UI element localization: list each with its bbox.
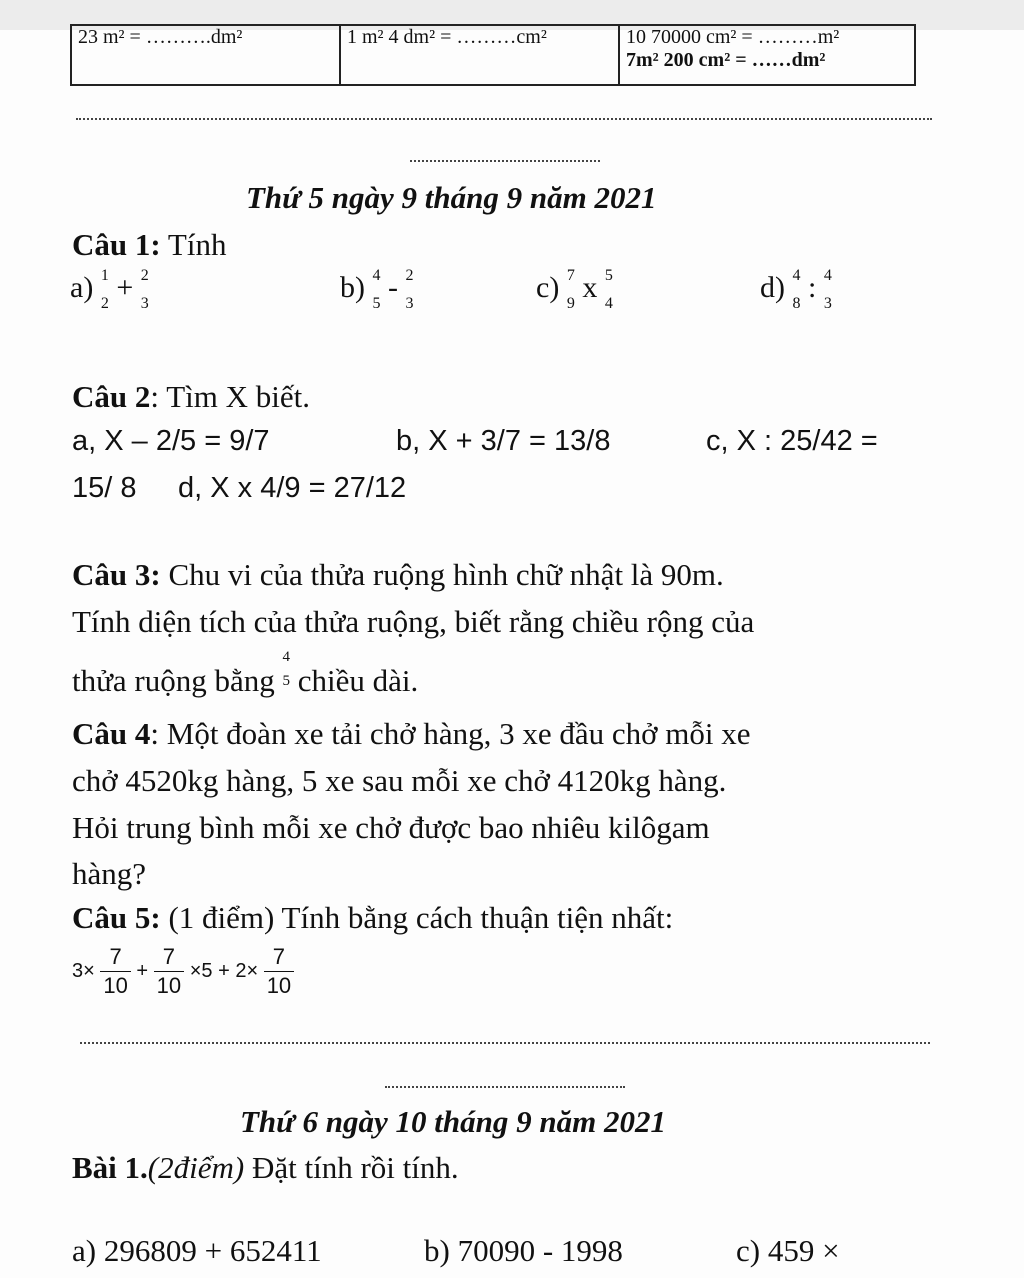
bai1-item-a: a) 296809 + 652411	[72, 1233, 322, 1268]
q2-item-a: a, X – 2/5 = 9/7	[72, 425, 270, 457]
q1c-fraction-1: 7 9	[566, 267, 575, 312]
conversion-cell-3-line2: 7m² 200 cm² = ……dm²	[626, 49, 826, 71]
q4-line4: hàng?	[72, 856, 147, 891]
q3-line2: Tính diện tích của thửa ruộng, biết rằng chiều rộng của	[72, 604, 755, 639]
bai1-text: Đặt tính rồi tính.	[251, 1150, 459, 1185]
day6-heading: Thứ 6 ngày 10 tháng 9 năm 2021	[240, 1104, 666, 1139]
q1b-fraction-1: 4 5	[372, 267, 381, 312]
divider-short-dotted-line	[410, 160, 600, 162]
q4-line3: Hỏi trung bình mỗi xe chở được bao nhiêu kilôgam	[72, 810, 710, 845]
q4-label: Câu 4	[72, 716, 151, 751]
q1a-fraction-1: 1 2	[100, 267, 109, 312]
q5-label: Câu 5:	[72, 900, 161, 935]
q1b-fraction-2: 2 3	[405, 267, 414, 312]
q3-label: Câu 3:	[72, 557, 161, 592]
q2-item-b: b, X + 3/7 = 13/8	[396, 425, 611, 457]
q2-item-c: c, X : 25/42 =	[706, 425, 878, 457]
q2-title	[72, 379, 310, 415]
bai1-item-c: c) 459 ×	[736, 1233, 840, 1268]
q1d-fraction-2: 4 3	[823, 267, 832, 312]
q1a-fraction-2: 2 3	[140, 267, 149, 312]
conversion-cell-3-line1: 10 70000 cm² = ………m²	[626, 26, 840, 48]
q2-item-d: d, X x 4/9 = 27/12	[178, 472, 407, 504]
conversion-cell-2: 1 m² 4 dm² = ………cm²	[340, 25, 619, 85]
divider-dotted-line-2	[80, 1042, 930, 1044]
q4-line1: Câu 4: Một đoàn xe tải chở hàng, 3 xe đầu chở mỗi xe	[72, 716, 751, 751]
q1-label: Câu 1:	[72, 227, 161, 262]
divider-short-dotted-line-2	[385, 1086, 625, 1088]
q1d-fraction-1: 4 8	[792, 267, 801, 312]
q5-fraction-2: $\frac{7}{10}$	[154, 946, 184, 997]
conversion-table	[70, 24, 916, 86]
q5-fraction-1: $\frac{7}{10}$	[100, 946, 130, 997]
q5-title: Câu 5: (1 điểm) Tính bằng cách thuận tiện nhất:	[72, 900, 674, 935]
q1-item-b: b) 4 5 - 2 3	[340, 267, 414, 312]
q1-item-c: c) 7 9 x 5 4	[536, 267, 613, 312]
q3-fraction: 4 5	[282, 649, 291, 689]
bai1-points: (2điểm)	[147, 1150, 245, 1185]
q5-fraction-3: $\frac{7}{10}$	[264, 946, 294, 997]
q4-line2: chở 4520kg hàng, 5 xe sau mỗi xe chở 4120kg hàng.	[72, 763, 727, 798]
bai1-item-b: b) 70090 - 1998	[424, 1233, 623, 1268]
q1-item-d: d) 4 8 : 4 3	[760, 267, 832, 312]
conversion-cell-1: 23 m² = ……….dm²	[71, 25, 340, 85]
q2-label: Câu 2	[72, 379, 151, 414]
q3-line1: Câu 3: Chu vi của thửa ruộng hình chữ nhật là 90m.	[72, 557, 724, 592]
q3-line3: thửa ruộng bằng 4 5 chiều dài.	[72, 649, 419, 698]
bai1-title	[72, 1150, 459, 1186]
q2-item-c-continued: 15/ 8	[72, 472, 137, 504]
q2-text: : Tìm X biết.	[150, 379, 310, 414]
bai1-label: Bài 1.	[72, 1150, 148, 1185]
q1-item-a: a) 1 2 + 2 3	[70, 267, 149, 312]
day5-heading: Thứ 5 ngày 9 tháng 9 năm 2021	[246, 180, 657, 215]
q1c-fraction-2: 5 4	[604, 267, 613, 312]
conversion-cell-3	[619, 25, 915, 85]
divider-dotted-line	[76, 118, 932, 120]
q1-text: Tính	[167, 227, 227, 262]
q1-title	[72, 227, 226, 263]
q5-expression: 3× $\frac{7}{10}$ + $\frac{7}{10}$ ×5 + 2× $\frac{7}{10}$	[72, 946, 294, 997]
